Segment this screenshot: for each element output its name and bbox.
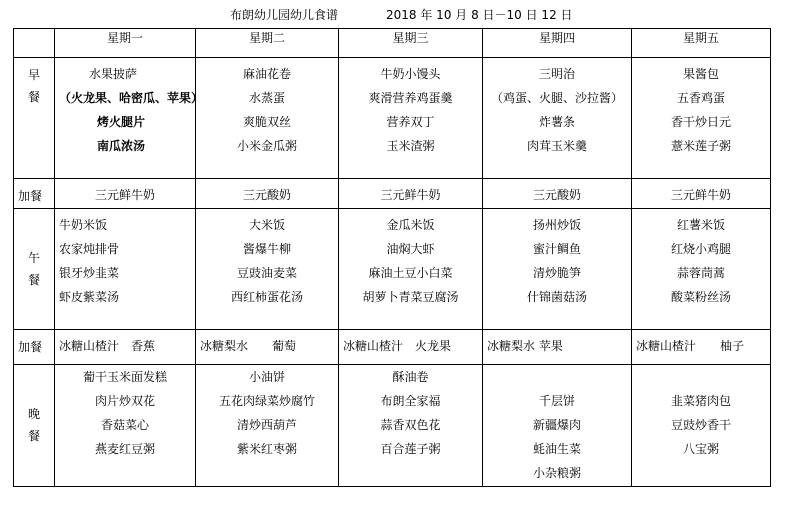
list-item: 银牙炒韭菜 — [59, 266, 120, 280]
list-item: 炸薯条 — [538, 115, 575, 129]
menu-title: 布朗幼儿园幼儿食谱 — [230, 8, 339, 22]
snack-am-thu: 三元酸奶 — [483, 179, 632, 209]
list-item: 红烧小鸡腿 — [670, 242, 731, 256]
list-item: 韭菜猪肉包 — [670, 394, 731, 408]
dinner-row — [14, 365, 771, 487]
weekly-menu-table — [13, 28, 771, 487]
list-item: 南瓜浓汤 — [97, 139, 146, 153]
list-item: 水果披萨 — [89, 67, 138, 81]
day-header-wed: 星期三 — [339, 29, 483, 58]
list-item: 香菇菜心 — [100, 418, 149, 432]
day-header-mon: 星期一 — [55, 29, 196, 58]
list-item: 八宝粥 — [682, 442, 719, 456]
lunch-fri — [632, 209, 771, 330]
list-item: 小米金瓜粥 — [236, 139, 297, 153]
list-item: 紫米红枣粥 — [236, 442, 297, 456]
breakfast-fri — [632, 58, 771, 179]
snack-pm-tue: 冰糖梨水 葡萄 — [196, 330, 339, 365]
list-item: 玉米渣粥 — [386, 139, 435, 153]
list-item: 胡萝卜青菜豆腐汤 — [362, 290, 459, 304]
list-item: 牛奶小馒头 — [380, 67, 441, 81]
list-item: 酸菜粉丝汤 — [670, 290, 731, 304]
day-header-thu: 星期四 — [483, 29, 632, 58]
dinner-wed — [339, 365, 483, 487]
list-item: 豆豉油麦菜 — [236, 266, 297, 280]
date-range: 2018 年 10 月 8 日－10 日 12 日 — [386, 8, 573, 22]
list-item: 蒜香双色花 — [380, 418, 441, 432]
breakfast-tue — [196, 58, 339, 179]
list-item: 爽脆双丝 — [242, 115, 291, 129]
list-item: 千层饼 — [538, 394, 575, 408]
list-item: 水蒸蛋 — [248, 91, 285, 105]
list-item: 布朗全家福 — [380, 394, 441, 408]
list-item: 蜜汁鲷鱼 — [532, 242, 581, 256]
list-item: 酱爆牛柳 — [242, 242, 291, 256]
snack-am-fri: 三元鲜牛奶 — [632, 179, 771, 209]
snack-pm-fri: 冰糖山楂汁 柚子 — [632, 330, 771, 365]
lunch-label: 午 餐 — [14, 209, 55, 330]
snack-am-row — [14, 179, 771, 209]
snack-pm-mon: 冰糖山楂汁 香蕉 — [55, 330, 196, 365]
list-item: 新疆爆肉 — [532, 418, 581, 432]
breakfast-label: 早 餐 — [14, 58, 55, 179]
list-item: 蚝油生菜 — [532, 442, 581, 456]
breakfast-thu — [483, 58, 632, 179]
list-item: 爽滑营养鸡蛋羹 — [368, 91, 453, 105]
dinner-tue — [196, 365, 339, 487]
list-item: 蒜蓉茼蒿 — [676, 266, 725, 280]
list-item: 大米饭 — [248, 218, 285, 232]
list-item: 小杂粮粥 — [532, 466, 581, 480]
list-item: 农家炖排骨 — [59, 242, 120, 256]
list-item: 烤火腿片 — [97, 115, 146, 129]
list-item: 薏米莲子粥 — [670, 139, 731, 153]
list-item: 香干炒日元 — [670, 115, 731, 129]
lunch-tue — [196, 209, 339, 330]
lunch-mon — [55, 209, 196, 330]
list-item: 营养双丁 — [386, 115, 435, 129]
list-item: 麻油土豆小白菜 — [368, 266, 453, 280]
corner-cell — [14, 29, 55, 58]
snack-am-mon: 三元鲜牛奶 — [55, 179, 196, 209]
day-header-fri: 星期五 — [632, 29, 771, 58]
list-item: 肉片炒双花 — [94, 394, 155, 408]
snack-am-tue: 三元酸奶 — [196, 179, 339, 209]
snack-pm-row — [14, 330, 771, 365]
list-item — [636, 365, 766, 389]
list-item: 红薯米饭 — [676, 218, 725, 232]
header-row — [14, 29, 771, 58]
list-item: 油焖大虾 — [386, 242, 435, 256]
snack-pm-wed: 冰糖山楂汁 火龙果 — [339, 330, 483, 365]
list-item: 豆豉炒香干 — [670, 418, 731, 432]
list-item: 扬州炒饭 — [532, 218, 581, 232]
list-item: 小油饼 — [248, 370, 285, 384]
breakfast-row — [14, 58, 771, 179]
lunch-wed — [339, 209, 483, 330]
list-item: 燕麦红豆粥 — [94, 442, 155, 456]
snack-pm-label: 加餐 — [14, 330, 55, 365]
list-item: 牛奶米饭 — [59, 218, 108, 232]
list-item: 清炒西葫芦 — [236, 418, 297, 432]
list-item: 百合莲子粥 — [380, 442, 441, 456]
dinner-label: 晚 餐 — [14, 365, 55, 487]
dinner-mon — [55, 365, 196, 487]
list-item — [487, 365, 627, 389]
dinner-thu — [483, 365, 632, 487]
list-item: 什锦菌菇汤 — [526, 290, 587, 304]
list-item: 肉茸玉米羹 — [526, 139, 587, 153]
day-header-tue: 星期二 — [196, 29, 339, 58]
snack-pm-thu: 冰糖梨水 苹果 — [483, 330, 632, 365]
breakfast-wed — [339, 58, 483, 179]
lunch-thu — [483, 209, 632, 330]
list-item: 麻油花卷 — [242, 67, 291, 81]
lunch-row — [14, 209, 771, 330]
list-item: 三明治 — [538, 67, 575, 81]
list-item: 果酱包 — [682, 67, 719, 81]
list-item: 清炒脆笋 — [532, 266, 581, 280]
list-item: （鸡蛋、火腿、沙拉酱） — [490, 91, 623, 105]
list-item: 酥油卷 — [392, 370, 429, 384]
dinner-fri — [632, 365, 771, 487]
list-item: 葡干玉米面发糕 — [82, 370, 167, 384]
snack-am-label: 加餐 — [14, 179, 55, 209]
list-item: 虾皮紫菜汤 — [59, 290, 120, 304]
list-item: （火龙果、哈密瓜、苹果） — [59, 91, 204, 105]
list-item: 西红柿蛋花汤 — [230, 290, 303, 304]
page-title — [230, 6, 573, 23]
list-item: 五香鸡蛋 — [676, 91, 725, 105]
list-item: 五花肉绿菜炒腐竹 — [218, 394, 315, 408]
snack-am-wed: 三元鲜牛奶 — [339, 179, 483, 209]
list-item: 金瓜米饭 — [386, 218, 435, 232]
breakfast-mon — [55, 58, 204, 179]
